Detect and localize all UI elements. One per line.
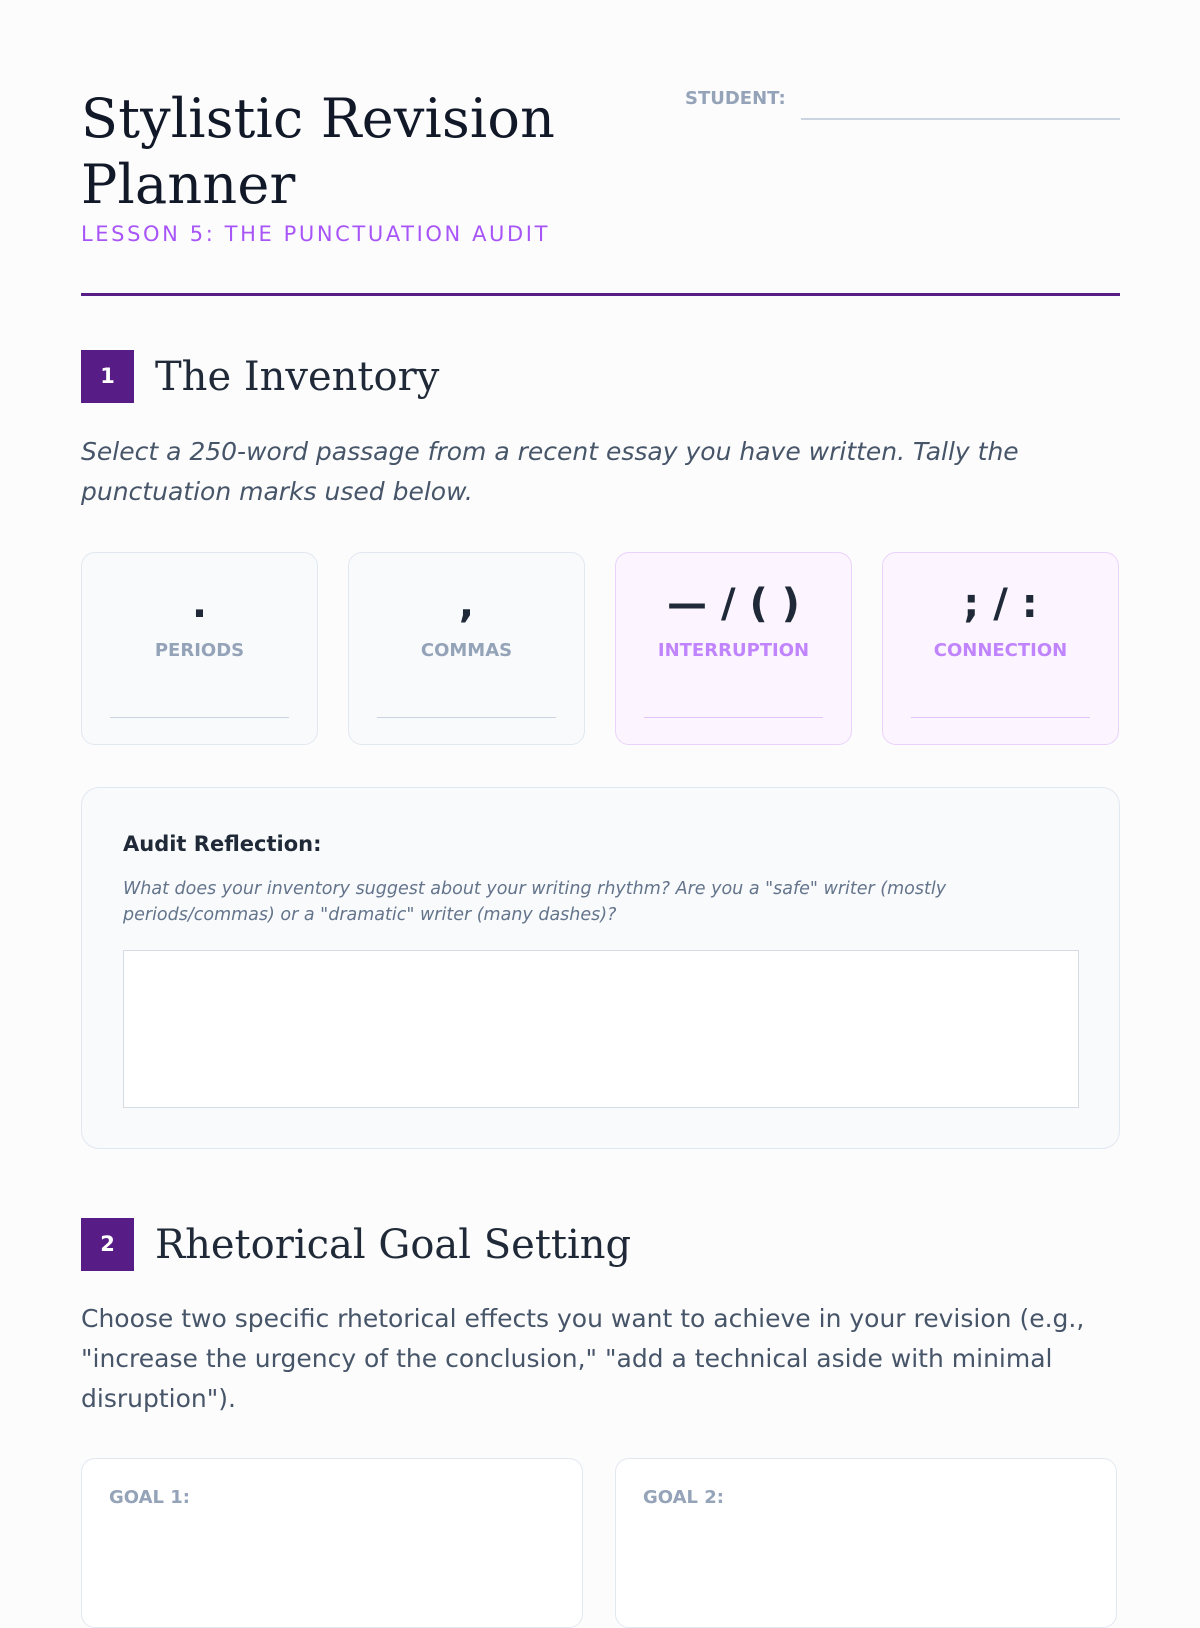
worksheet-header — [81, 76, 1120, 296]
section-2-instructions: Choose two specific rhetorical effects you want to achieve in your revision (e.g., "increase the urgency of the conclusion," "add a technical aside with minimal disruption"). — [81, 1304, 1085, 1413]
section-1-instructions: Select a 250-word passage from a recent essay you have written. Tally the punctuation marks used below. — [81, 437, 1019, 506]
goal-2-label: GOAL 2: — [643, 1487, 724, 1508]
tally-label-commas: COMMAS — [420, 640, 513, 661]
goal-1-label: GOAL 1: — [109, 1487, 190, 1508]
comma-symbol: , — [458, 581, 475, 627]
tally-label-connection: CONNECTION — [933, 640, 1068, 661]
goal-1-card[interactable] — [81, 1458, 583, 1628]
goal-2-card[interactable] — [615, 1458, 1117, 1628]
section-1-heading — [81, 350, 1120, 404]
section-1-title: The Inventory — [155, 354, 440, 400]
section-1-number-badge: 1 — [81, 350, 134, 403]
connection-symbol: ; / : — [963, 581, 1038, 627]
tally-input-interruption[interactable] — [644, 717, 823, 718]
tally-card-periods — [81, 552, 318, 745]
student-name-field[interactable] — [801, 118, 1120, 120]
tally-card-interruption — [615, 552, 852, 745]
worksheet-page — [81, 0, 1120, 1600]
period-symbol: . — [191, 581, 208, 627]
lesson-subtitle: LESSON 5: THE PUNCTUATION AUDIT — [81, 222, 551, 246]
tally-input-commas[interactable] — [377, 717, 556, 718]
section-2-number-badge: 2 — [81, 1218, 134, 1271]
section-2-heading — [81, 1218, 1120, 1272]
interruption-symbol: — / ( ) — [667, 581, 800, 627]
audit-reflection-panel — [81, 787, 1120, 1149]
tally-input-periods[interactable] — [110, 717, 289, 718]
tally-label-periods: PERIODS — [154, 640, 245, 661]
tally-card-commas — [348, 552, 585, 745]
reflection-prompt: What does your inventory suggest about your writing rhythm? Are you a "safe" writer (mostly periods/commas) or a "dramatic" writer (many dashes)? — [123, 879, 947, 925]
reflection-answer-box[interactable] — [123, 950, 1079, 1108]
tally-grid — [81, 552, 1120, 747]
tally-label-interruption: INTERRUPTION — [657, 640, 810, 661]
reflection-title: Audit Reflection: — [123, 832, 322, 856]
section-2-title: Rhetorical Goal Setting — [155, 1222, 632, 1268]
page-title: Stylistic Revision Planner — [81, 87, 556, 216]
tally-card-connection — [882, 552, 1119, 745]
tally-input-connection[interactable] — [911, 717, 1090, 718]
header-divider — [81, 293, 1120, 296]
student-label: STUDENT: — [685, 88, 786, 109]
